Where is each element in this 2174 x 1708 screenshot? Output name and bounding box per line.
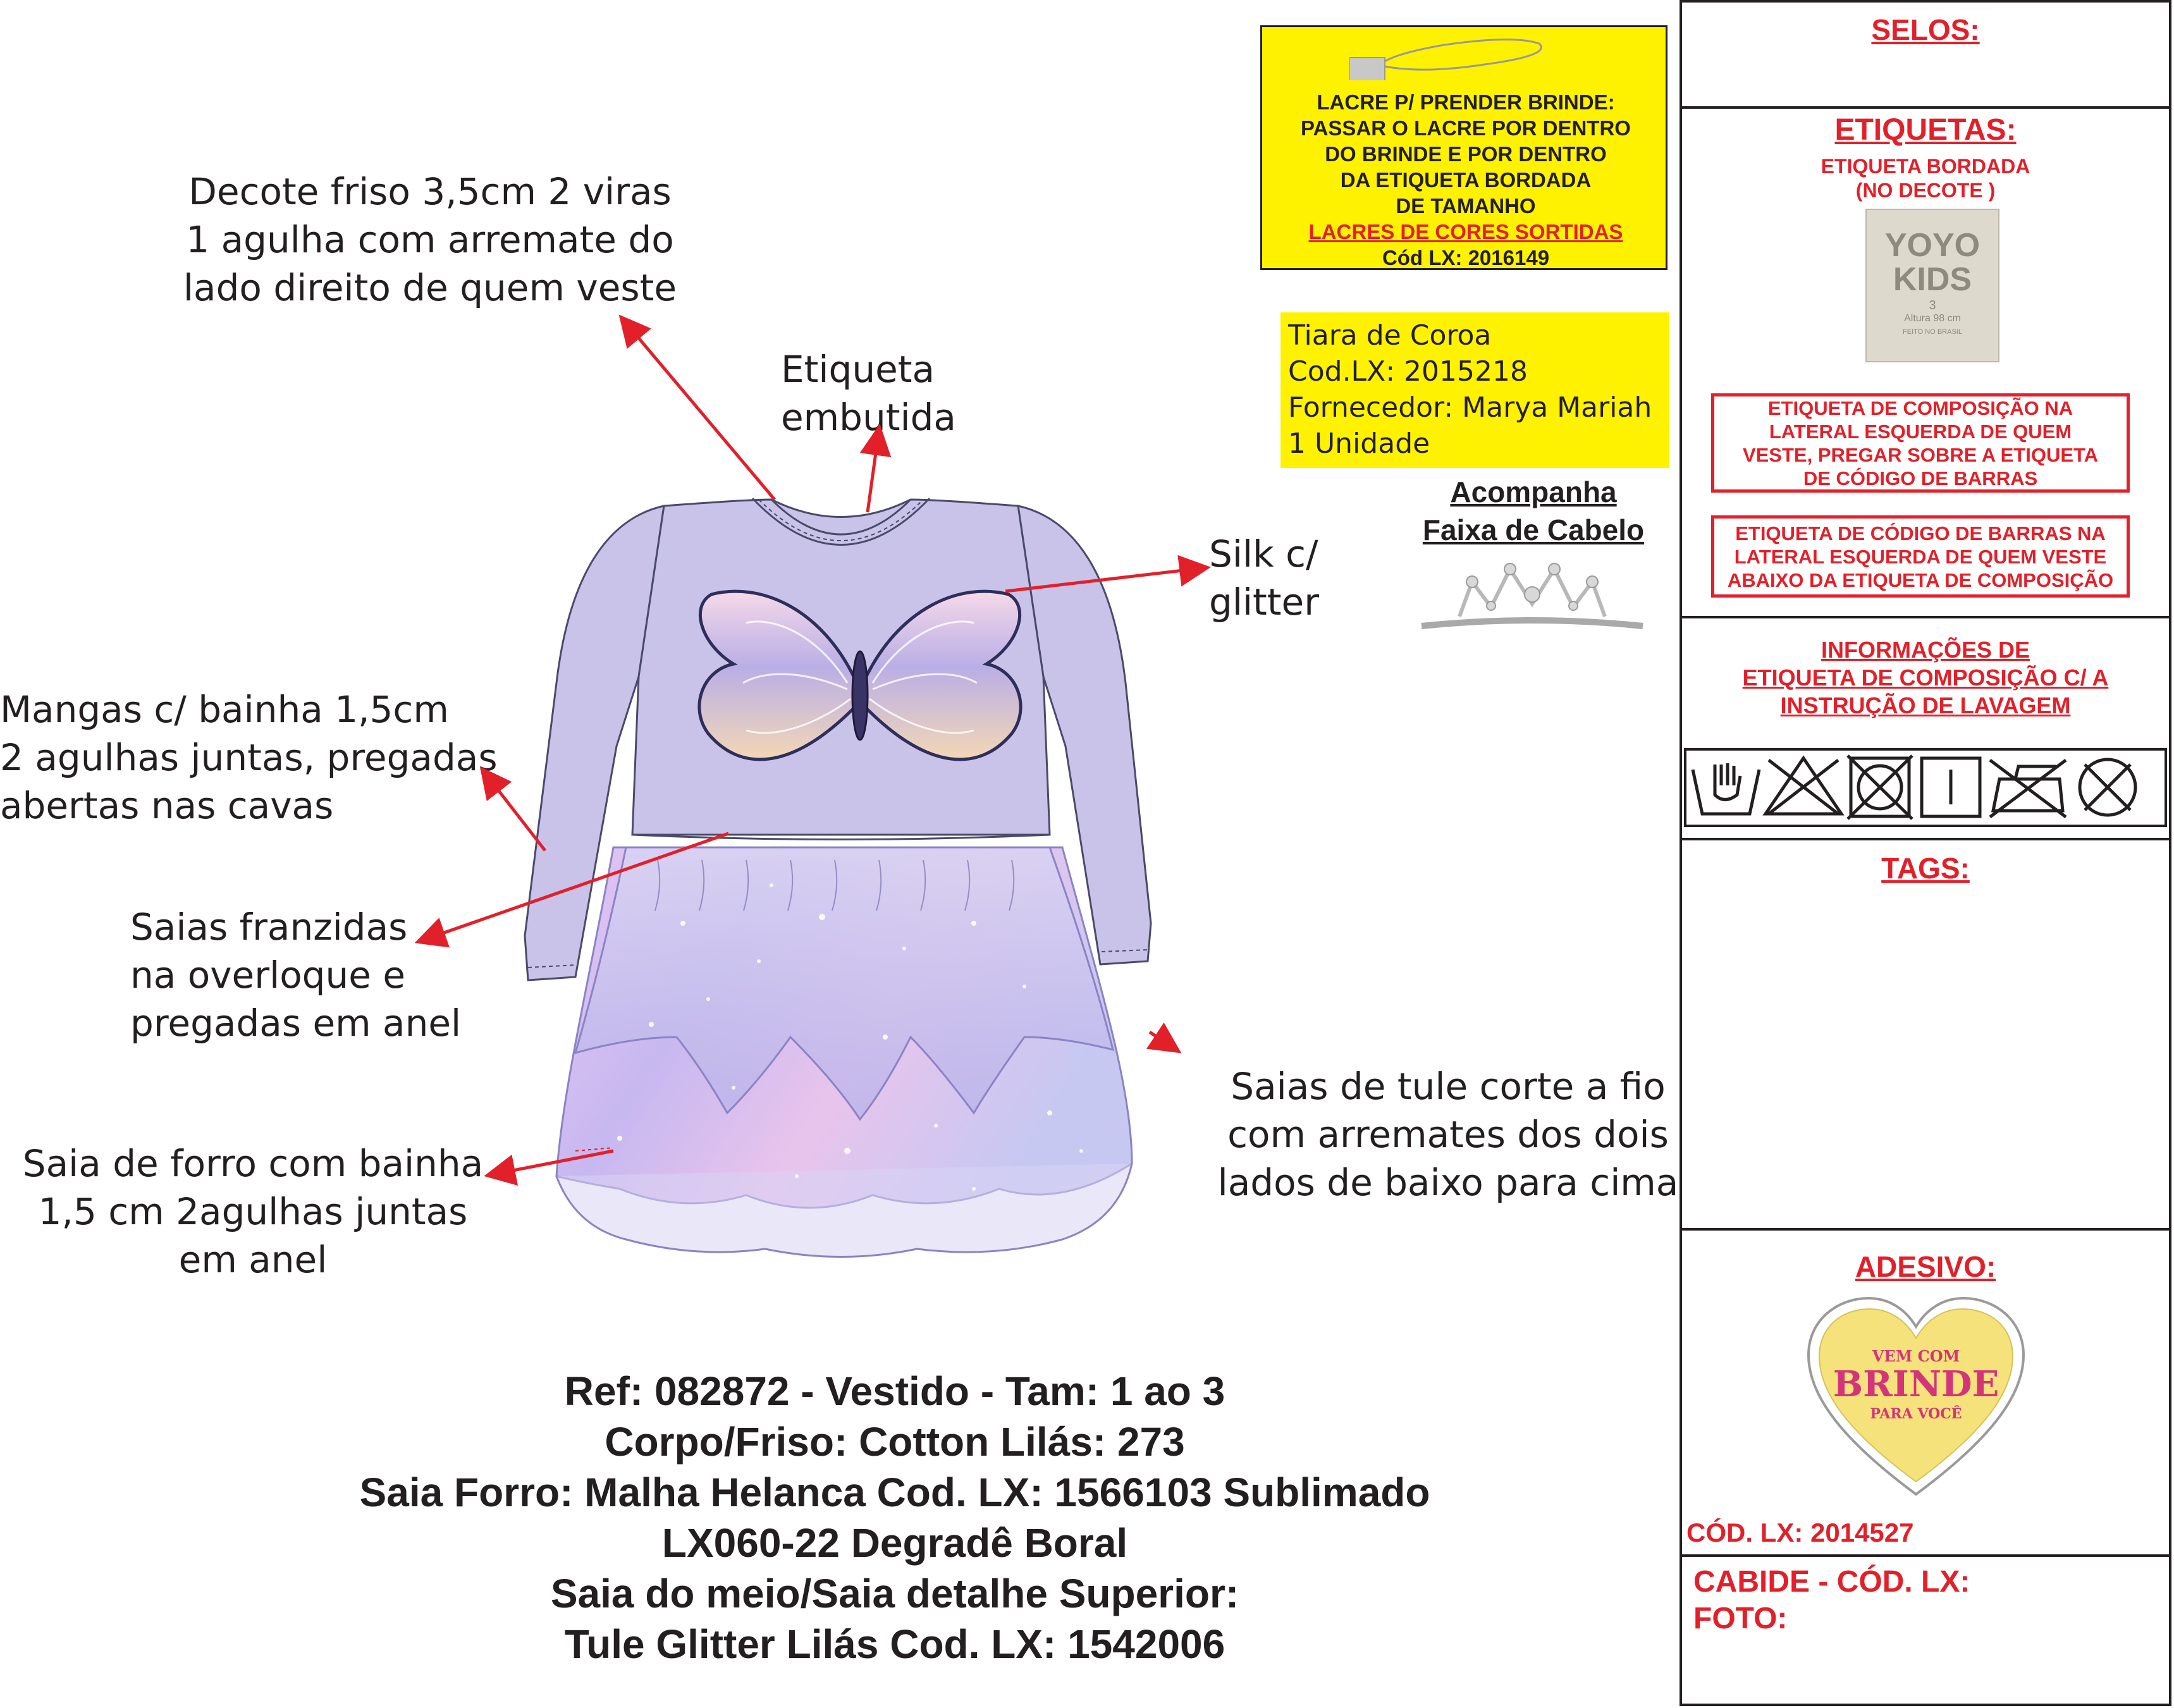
adesivo-code: CÓD. LX: 2014527 (1686, 1518, 1914, 1547)
arrow-etiqueta (868, 430, 879, 512)
callout-saia-forro: Saia de forro com bainha 1,5 cm 2agulhas juntas em anel (22, 1142, 484, 1281)
hand-wash-icon (1693, 763, 1759, 814)
callout-saias-tule: Saias de tule corte a fio com arremates dos dois lados de baixo para cima (1217, 1065, 1679, 1204)
spec-line-degrade: LX060-22 Degradê Boral (661, 1520, 1128, 1566)
callout-saias-franzidas: Saias franzidas na overloque e pregadas em anel (130, 906, 462, 1045)
divider (1680, 1228, 2171, 1231)
arrow-mangas (484, 771, 545, 851)
callout-mangas: Mangas c/ bainha 1,5cm 2 agulhas juntas, pregadas abertas nas cavas (0, 688, 498, 827)
foto-label: FOTO: (1693, 1602, 1788, 1635)
divider (1680, 1554, 2171, 1557)
arrow-saia-forro (490, 1151, 613, 1175)
sticker-line3: PARA VOCÊ (1870, 1406, 1962, 1422)
spec-line-corpo: Corpo/Friso: Cotton Lilás: 273 (605, 1419, 1185, 1465)
etiqueta-bordada-label: ETIQUETA BORDADA (NO DECOTE ) (1821, 155, 2030, 202)
informacoes-title: INFORMAÇÕES DE ETIQUETA DE COMPOSIÇÃO C/ A INSTRUÇÃO DE LAVAGEM (1742, 637, 2109, 718)
arrow-decote (623, 319, 775, 500)
spec-block (240, 1366, 1549, 1669)
no-bleach-icon (1766, 758, 1841, 814)
adesivo-title: ADESIVO: (1855, 1250, 1996, 1283)
divider (1680, 106, 2171, 109)
selos-title: SELOS: (1871, 13, 1980, 46)
callout-decote: Decote friso 3,5cm 2 viras 1 agulha com arremate do lado direito de quem veste (183, 170, 677, 309)
spec-line-saia-meio: Saia do meio/Saia detalhe Superior: (550, 1571, 1239, 1616)
arrow-saias-franzidas (421, 833, 728, 941)
callout-etiqueta-embutida: Etiqueta embutida (781, 348, 956, 439)
lacre-seal-icon (1349, 36, 1552, 80)
arrow-saias-tule (1150, 1032, 1176, 1050)
divider (1680, 838, 2171, 840)
callout-silk: Silk c/ glitter (1209, 532, 1320, 624)
barras-box: ETIQUETA DE CÓDIGO DE BARRAS NA LATERAL ESQUERDA DE QUEM VESTE ABAIXO DA ETIQUETA DE COMPOSIÇÃO (1711, 515, 2130, 598)
no-tumble-dry-icon (1848, 756, 1912, 819)
brinde-sticker (1805, 1295, 2027, 1497)
spec-line-ref: Ref: 082872 - Vestido - Tam: 1 ao 3 (564, 1368, 1225, 1414)
composicao-box: ETIQUETA DE COMPOSIÇÃO NA LATERAL ESQUERDA DE QUEM VESTE, PREGAR SOBRE A ETIQUETA DE CÓDIGO DE BARRAS (1711, 393, 2130, 493)
care-symbols-strip (1684, 748, 2167, 827)
arrow-silk (1005, 568, 1205, 591)
no-dry-clean-icon (2080, 759, 2135, 815)
tiara-icon (1415, 556, 1649, 639)
divider (1680, 616, 2171, 618)
sticker-line2: BRINDE (1833, 1363, 1999, 1405)
no-iron-icon (1990, 760, 2066, 817)
sticker-line1: VEM COM (1872, 1347, 1960, 1365)
spec-line-tule: Tule Glitter Lilás Cod. LX: 1542006 (564, 1621, 1225, 1667)
etiquetas-title: ETIQUETAS: (1834, 113, 2017, 147)
lacre-highlight: LACRES DE CORES SORTIDAS (1308, 220, 1623, 243)
lacre-code: Cód LX: 2016149 (1382, 246, 1550, 269)
line-dry-icon (1922, 758, 1980, 816)
tags-title: TAGS: (1881, 852, 1970, 885)
tiara-box: Tiara de Coroa Cod.LX: 2015218 Fornecedor: Marya Mariah 1 Unidade (1280, 312, 1669, 468)
lacre-box: LACRE P/ PRENDER BRINDE: PASSAR O LACRE POR DENTRO DO BRINDE E POR DENTRO DA ETIQUETA BORDADA DE TAMANHO LACRES DE CORES SORTIDAS Cód LX: 2016149 (1260, 25, 1667, 270)
acompanha-label: Acompanha Faixa de Cabelo (1422, 476, 1645, 546)
cabide-label: CABIDE - CÓD. LX: (1693, 1565, 1970, 1599)
spec-line-saia-forro: Saia Forro: Malha Helanca Cod. LX: 1566103 Sublimado (359, 1470, 1430, 1515)
brand-label: YOYO KIDS 3 Altura 98 cm FEITO NO BRASIL (1865, 209, 1999, 362)
